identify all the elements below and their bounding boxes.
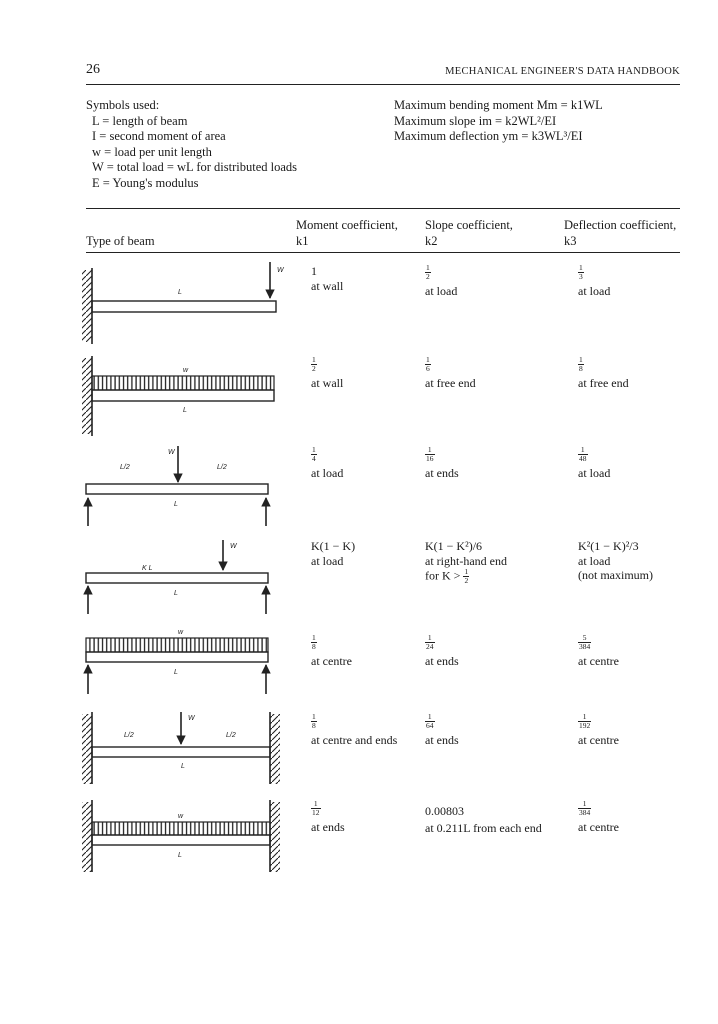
row6-slope [425, 713, 459, 748]
row1-moment [311, 264, 343, 293]
row4-deflection [578, 539, 653, 583]
page-number: 26 [86, 62, 100, 77]
slope-fraction: $\frac{1}{64}$ [426, 712, 434, 730]
distributed-load [92, 822, 270, 835]
beam [86, 652, 268, 662]
distributed-load [86, 638, 268, 652]
right-wall-hatch [270, 802, 280, 872]
beam [86, 484, 268, 494]
wall-hatch [82, 270, 92, 342]
symbols-list [86, 98, 297, 191]
formula-slope: Maximum slope im = k2WL²/EI [394, 113, 557, 128]
load-label: W [188, 715, 195, 722]
row3-deflection [578, 446, 610, 481]
slope-note: at free end [425, 376, 476, 390]
slope-condition: for K > $\frac{1}{2}$ [425, 567, 469, 585]
header-moment: Moment coefficient, k1 [296, 218, 398, 248]
deflection-fraction: $\frac{1}{192}$ [579, 712, 591, 730]
moment-note: at wall [311, 278, 344, 293]
deflection-fraction: $\frac{1}{48}$ [579, 445, 587, 463]
slope-value: K(1 − K²)/6 [425, 539, 483, 553]
deflection-note: at load [578, 466, 611, 480]
beam [92, 390, 274, 401]
header-type: Type of beam [86, 234, 155, 248]
moment-value: K(1 − K) [311, 539, 356, 553]
length-label: L [183, 407, 187, 414]
symbol-item: w = load per unit length [92, 144, 212, 159]
beam-diagram-simple-udl [80, 624, 290, 710]
deflection-note: at centre [578, 820, 619, 834]
header-rule [86, 84, 680, 85]
length-label: L [174, 590, 178, 597]
load-label: w [178, 813, 184, 820]
deflection-fraction: $\frac{1}{3}$ [579, 263, 583, 281]
header-slope: Slope coefficient, k2 [425, 218, 513, 248]
deflection-note: at centre [578, 654, 619, 668]
length-label: L [178, 852, 182, 859]
slope-fraction: $\frac{1}{16}$ [426, 445, 434, 463]
row4-slope [425, 539, 507, 585]
right-half-label: L/2 [217, 464, 227, 471]
load-label: w [178, 629, 184, 636]
row4-moment [311, 539, 355, 568]
row7-moment [311, 800, 345, 835]
beam [92, 835, 270, 845]
deflection-value: K²(1 − K)²/3 [578, 539, 639, 553]
deflection-fraction: $\frac{1}{384}$ [579, 799, 591, 817]
right-half-label: L/2 [226, 732, 236, 739]
moment-note: at wall [311, 376, 344, 390]
beam-diagram-simple-offset-load [80, 536, 290, 622]
moment-note: at load [311, 466, 344, 480]
row3-slope [425, 446, 459, 481]
deflection-note: at load [578, 284, 611, 298]
length-label: L [181, 763, 185, 770]
slope-fraction: $\frac{1}{6}$ [426, 355, 430, 373]
beam [92, 301, 276, 312]
length-label: L [174, 501, 178, 508]
beam-diagram-fixed-udl [80, 798, 295, 874]
row2-moment [311, 356, 343, 391]
left-half-label: L/2 [120, 464, 130, 471]
beam [86, 573, 268, 583]
deflection-note: at load [578, 553, 611, 568]
slope-value: 0.00803 [425, 804, 464, 818]
row5-moment [311, 634, 352, 669]
slope-fraction: $\frac{1}{24}$ [426, 633, 434, 651]
row7-slope [425, 804, 542, 835]
symbols-heading: Symbols used: [86, 98, 160, 112]
wall-hatch [82, 358, 92, 434]
moment-note: at centre [311, 654, 352, 668]
row2-slope [425, 356, 476, 391]
moment-note: at centre and ends [311, 733, 398, 747]
row5-deflection [578, 634, 619, 669]
formula-deflection: Maximum deflection ym = k3WL³/EI [394, 129, 583, 143]
slope-note: at load [425, 284, 458, 298]
symbol-item: W = total load = wL for distributed loads [92, 160, 298, 174]
symbol-item: L = length of beam [92, 113, 188, 128]
moment-fraction: $\frac{1}{8}$ [312, 633, 316, 651]
moment-note: at ends [311, 820, 345, 834]
slope-note: at ends [425, 733, 459, 747]
moment-fraction: $\frac{1}{12}$ [312, 799, 320, 817]
row7-deflection [578, 800, 619, 835]
load-label: W [277, 267, 284, 274]
beam [92, 747, 270, 757]
deflection-note: at centre [578, 733, 619, 747]
formulas-list [394, 98, 603, 145]
table-top-rule [86, 208, 680, 209]
row2-deflection [578, 356, 629, 391]
left-half-label: L/2 [124, 732, 134, 739]
moment-value: 1 [311, 264, 317, 278]
slope-note: at 0.211L from each end [425, 820, 542, 835]
symbol-item: I = second moment of area [92, 129, 226, 143]
deflection-fraction: $\frac{1}{8}$ [579, 355, 583, 373]
table-header-rule [86, 252, 680, 253]
load-label: W [168, 449, 175, 456]
slope-note: at ends [425, 466, 459, 480]
formula-moment: Maximum bending moment Mm = k1WL [394, 98, 603, 112]
length-label: L [174, 669, 178, 676]
moment-fraction: $\frac{1}{2}$ [312, 355, 316, 373]
row6-moment [311, 713, 397, 748]
deflection-note: at free end [578, 376, 629, 390]
moment-fraction: $\frac{1}{4}$ [312, 445, 316, 463]
row5-slope [425, 634, 459, 669]
row6-deflection [578, 713, 619, 748]
left-wall-hatch [82, 714, 92, 784]
load-label: W [230, 543, 237, 550]
moment-note: at load [311, 553, 344, 568]
slope-fraction: $\frac{1}{2}$ [426, 263, 430, 281]
beam-diagram-fixed-central-load [80, 710, 295, 786]
beam-diagram-simple-central-load [80, 444, 290, 534]
offset-label: K L [142, 565, 153, 572]
distributed-load [92, 376, 274, 390]
left-wall-hatch [82, 802, 92, 872]
deflection-note-extra: (not maximum) [578, 568, 653, 582]
right-wall-hatch [270, 714, 280, 784]
load-label: w [183, 367, 189, 374]
running-title: MECHANICAL ENGINEER'S DATA HANDBOOK [445, 66, 680, 77]
length-label: L [178, 289, 182, 296]
row1-deflection [578, 264, 610, 299]
deflection-fraction: $\frac{5}{384}$ [579, 633, 591, 651]
slope-note: at right-hand end [425, 553, 507, 568]
row3-moment [311, 446, 343, 481]
beam-diagram-cantilever-point-load [80, 258, 290, 346]
moment-fraction: $\frac{1}{8}$ [312, 712, 316, 730]
header-deflection: Deflection coefficient, k3 [564, 218, 677, 248]
row1-slope [425, 264, 457, 299]
symbol-item: E = Young's modulus [92, 175, 199, 190]
beam-diagram-cantilever-udl [80, 352, 290, 438]
slope-note: at ends [425, 654, 459, 668]
